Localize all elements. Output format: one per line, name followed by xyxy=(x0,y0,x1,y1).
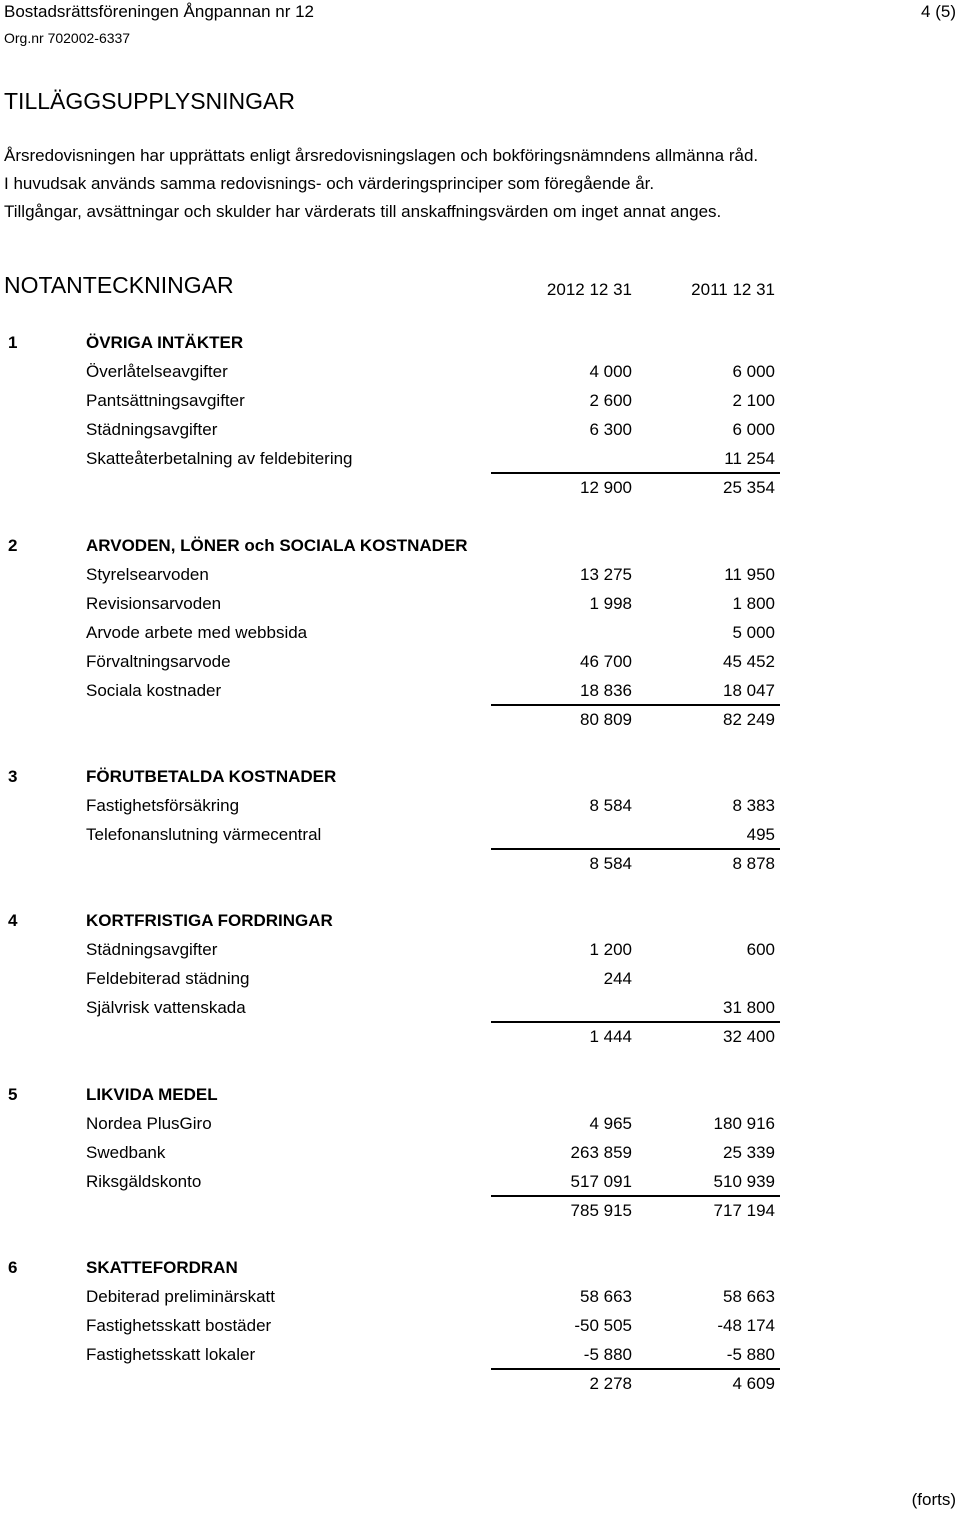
note-value-2011: 58 663 xyxy=(723,1287,775,1306)
note-value-2012: 517 091 xyxy=(570,1172,632,1191)
note-value-2012: 13 275 xyxy=(580,565,632,584)
note-value-2011: 5 000 xyxy=(732,623,775,642)
note-value-2011: 1 800 xyxy=(732,594,775,613)
page-number: 4 (5) xyxy=(921,2,956,21)
note-total-2011: 32 400 xyxy=(723,1027,775,1046)
note-row-label: Debiterad preliminärskatt xyxy=(86,1287,275,1306)
note-number: 2 xyxy=(8,536,18,555)
intro-line: Årsredovisningen har upprättats enligt årsredovisningslagen och bokföringsnämndens allmänna råd. xyxy=(4,146,759,165)
note-value-2012 xyxy=(502,618,632,647)
note-total-2011: 717 194 xyxy=(713,1201,775,1220)
org-number: Org.nr 702002-6337 xyxy=(4,30,131,46)
note-heading: KORTFRISTIGA FORDRINGAR xyxy=(86,911,333,930)
note-value-2011: 8 383 xyxy=(732,796,775,815)
note-value-2012: 8 584 xyxy=(589,796,632,815)
intro-line: I huvudsak används samma redovisnings- och värderingsprinciper som föregående år. xyxy=(4,174,655,193)
note-total-2011: 25 354 xyxy=(723,478,775,497)
note-value-2011: 2 100 xyxy=(732,391,775,410)
association-name: Bostadsrättsföreningen Ångpannan nr 12 xyxy=(4,2,315,21)
note-row-label: Överlåtelseavgifter xyxy=(86,362,228,381)
note-value-2011: 11 950 xyxy=(724,565,775,584)
note-row-label: Förvaltningsarvode xyxy=(86,652,231,671)
note-number: 5 xyxy=(8,1085,18,1104)
note-value-2012: 4 965 xyxy=(589,1114,632,1133)
note-value-2012 xyxy=(502,444,632,473)
note-value-2012: -5 880 xyxy=(583,1345,632,1364)
note-value-2011: 25 339 xyxy=(723,1143,775,1162)
note-value-2012: 4 000 xyxy=(589,362,632,381)
intro-line: Tillgångar, avsättningar och skulder har värderats till anskaffningsvärden om inget annat anges. xyxy=(4,202,722,221)
note-value-2012: 2 600 xyxy=(589,391,632,410)
note-value-2011: 495 xyxy=(746,825,775,844)
note-heading: ÖVRIGA INTÄKTER xyxy=(86,333,244,352)
continued-label: (forts) xyxy=(911,1490,956,1509)
note-value-2012: 46 700 xyxy=(580,652,632,671)
column-header-2011: 2011 12 31 xyxy=(691,280,775,299)
note-row-label: Feldebiterad städning xyxy=(86,969,250,988)
note-total-2012: 1 444 xyxy=(589,1027,632,1046)
note-row-label: Städningsavgifter xyxy=(86,940,218,959)
notes-title: NOTANTECKNINGAR xyxy=(4,272,234,298)
note-value-2011 xyxy=(645,964,775,993)
note-row-label: Fastighetsskatt lokaler xyxy=(86,1345,256,1364)
note-row-label: Självrisk vattenskada xyxy=(86,998,246,1017)
note-heading: LIKVIDA MEDEL xyxy=(86,1085,218,1104)
note-value-2011: -48 174 xyxy=(717,1316,775,1335)
note-heading: SKATTEFORDRAN xyxy=(86,1258,238,1277)
note-total-2012: 12 900 xyxy=(580,478,632,497)
note-value-2012 xyxy=(502,820,632,849)
note-value-2012: 1 200 xyxy=(589,940,632,959)
note-row-label: Arvode arbete med webbsida xyxy=(86,623,308,642)
note-row-label: Swedbank xyxy=(86,1143,166,1162)
note-value-2012: 18 836 xyxy=(580,681,632,700)
note-value-2011: 6 000 xyxy=(732,420,775,439)
note-value-2012: 1 998 xyxy=(589,594,632,613)
note-number: 6 xyxy=(8,1258,18,1277)
note-value-2011: 31 800 xyxy=(723,998,775,1017)
note-row-label: Nordea PlusGiro xyxy=(86,1114,212,1133)
note-total-2012: 2 278 xyxy=(589,1374,632,1393)
note-value-2012: 58 663 xyxy=(580,1287,632,1306)
note-total-2012: 80 809 xyxy=(580,710,632,729)
note-row-label: Städningsavgifter xyxy=(86,420,218,439)
note-value-2011: -5 880 xyxy=(726,1345,775,1364)
note-value-2011: 180 916 xyxy=(713,1114,775,1133)
note-value-2011: 510 939 xyxy=(713,1172,775,1191)
note-value-2011: 600 xyxy=(746,940,775,959)
note-row-label: Fastighetsförsäkring xyxy=(86,796,240,815)
note-total-2012: 8 584 xyxy=(589,854,632,873)
note-value-2012: 244 xyxy=(603,969,632,988)
note-value-2012: 263 859 xyxy=(570,1143,632,1162)
note-row-label: Sociala kostnader xyxy=(86,681,222,700)
note-value-2011: 18 047 xyxy=(723,681,775,700)
note-number: 4 xyxy=(8,911,18,930)
note-heading: ARVODEN, LÖNER och SOCIALA KOSTNADER xyxy=(86,536,468,555)
note-row-label: Telefonanslutning värmecentral xyxy=(86,825,322,844)
note-value-2011: 45 452 xyxy=(723,652,775,671)
note-value-2011: 11 254 xyxy=(724,449,775,468)
note-total-2012: 785 915 xyxy=(570,1201,632,1220)
note-value-2012 xyxy=(502,993,632,1022)
note-value-2012: -50 505 xyxy=(574,1316,632,1335)
note-row-label: Skatteåterbetalning av feldebitering xyxy=(86,449,353,468)
note-total-2011: 82 249 xyxy=(723,710,775,729)
note-value-2011: 6 000 xyxy=(732,362,775,381)
note-value-2012: 6 300 xyxy=(589,420,632,439)
page-title: TILLÄGGSUPPLYSNINGAR xyxy=(4,88,295,114)
note-total-2011: 4 609 xyxy=(732,1374,775,1393)
note-row-label: Fastighetsskatt bostäder xyxy=(86,1316,272,1335)
note-number: 1 xyxy=(8,333,18,352)
note-number: 3 xyxy=(8,767,18,786)
note-total-2011: 8 878 xyxy=(732,854,775,873)
note-row-label: Styrelsearvoden xyxy=(86,565,209,584)
note-row-label: Revisionsarvoden xyxy=(86,594,222,613)
note-row-label: Pantsättningsavgifter xyxy=(86,391,245,410)
note-heading: FÖRUTBETALDA KOSTNADER xyxy=(86,767,337,786)
column-header-2012: 2012 12 31 xyxy=(546,280,632,299)
note-row-label: Riksgäldskonto xyxy=(86,1172,202,1191)
